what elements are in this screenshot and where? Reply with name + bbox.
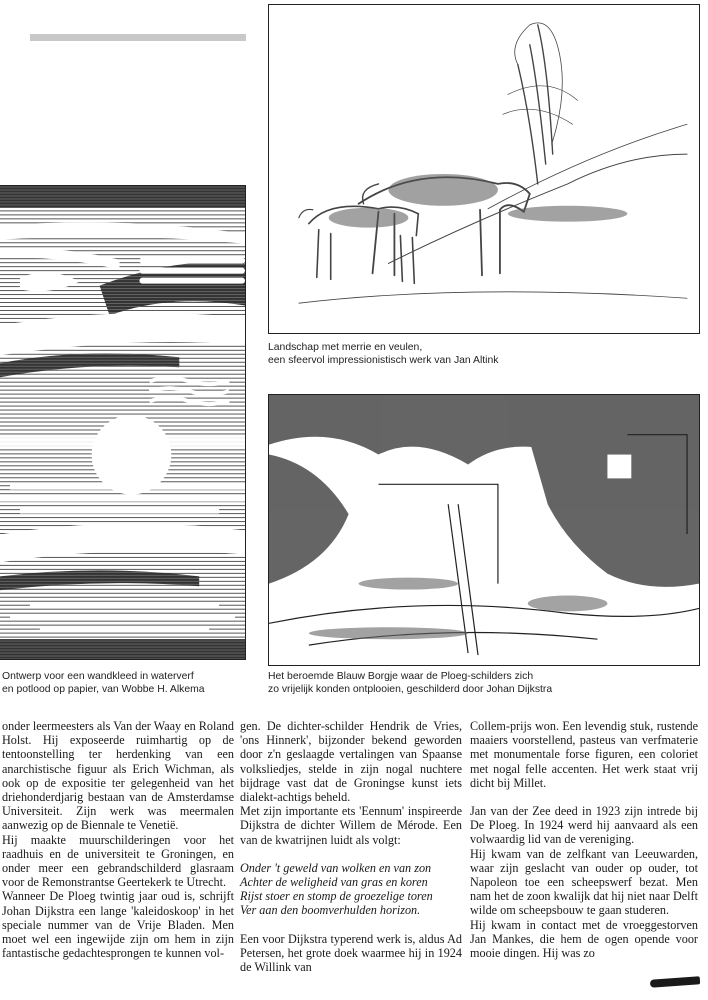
- blauw-borgje-image: [268, 394, 700, 666]
- article-column-1: [2, 719, 234, 960]
- tapestry-design-image: [0, 185, 246, 660]
- paragraph: Hij maakte muurschilderingen voor het raadhuis en de universiteit te Groningen, en onder meer een gebrandschilderd glasraam voor de Remonstrantse Geertekerk te Utrecht.: [2, 832, 234, 890]
- horses-caption: Landschap met merrie en veulen, een sfeervol impressionistisch werk van Jan Altink: [268, 342, 499, 367]
- paragraph: Hij kwam van de zelfkant van Leeuwarden, waar zijn geslacht van ouder op ouder, tot Napoleon toe een scheepswerf bezat. Men nam het de zoon kwalijk dat hij niet naar Delft wilde om scheepsbouw te gaan studeren.: [470, 846, 698, 918]
- tapestry-caption: Ontwerp voor een wandkleed in waterverf en potlood op papier, van Wobbe H. Alkema: [2, 671, 205, 696]
- end-mark: [650, 976, 700, 987]
- paragraph: Met zijn importante ets 'Eennum' inspireerde Dijkstra de dichter Willem de Mérode. Een van de kwatrijnen luidt als volgt:: [240, 804, 462, 847]
- decorative-top-bar: [30, 34, 246, 41]
- paragraph: onder leermeesters als Van der Waay en Roland Holst. Hij exposeerde ruimhartig op de tentoonstelling ter herdenking van een anarchistische figuur als Erich Wichman, als ook op de expositie ter gelegenheid van het driehonderdjarig bestaan van de Amsterdamse Universiteit. Zijn werk was meermalen aanwezig op de Biennale te Venetië.: [2, 719, 234, 833]
- poem-quatrain: Onder 't geweld van wolken en van zon Achter de weligheid van gras en koren Rijst stoer en stomp de groezelige toren Ver aan den boomverhulden horizon.: [240, 860, 433, 918]
- horses-landscape-image: [268, 4, 700, 334]
- paragraph: Jan van der Zee deed in 1923 zijn intrede bij De Ploeg. In 1924 werd hij aanvaard als een volwaardig lid van de vereniging.: [470, 804, 698, 847]
- article-column-2: [240, 719, 462, 974]
- paragraph: Wanneer De Ploeg twintig jaar oud is, schrijft Johan Dijkstra een lange 'kaleidoskoop' in het speciale nummer van de Vrije Bladen. Men moet wel een ingewijde zijn om hem in zijn fantastische gedachtesprongen te kunnen vol-: [2, 889, 234, 961]
- paragraph: Hij kwam in contact met de vroeggestorven Jan Mankes, die hem de ogen opende voor mooie dingen. Hij was zo: [470, 917, 698, 961]
- paragraph: Collem-prijs won. Een levendig stuk, rustende maaiers voorstellend, pasteus van verfmaterie met monumentale forse figuren, een coloriet met nogal felle accenten. Het werk staat vrij dicht bij Millet.: [470, 719, 698, 790]
- article-column-3: [470, 719, 698, 960]
- paragraph: gen. De dichter-schilder Hendrik de Vries, 'ons Hinnerk', bijzonder bekend geworden door z'n geslaagde vertalingen van Spaanse volksliedjes, stelde in zijn nogal nuchtere bijdrage vast dat de Groningse kunst iets dialekt-achtigs beheld.: [240, 719, 462, 805]
- garden-caption: Het beroemde Blauw Borgje waar de Ploeg-schilders zich zo vrijelijk konden ontplooien, geschilderd door Johan Dijkstra: [268, 671, 553, 696]
- paragraph: Een voor Dijkstra typerend werk is, aldus Ad Petersen, het grote doek waarmee hij in 1924 de Willink van: [240, 931, 462, 975]
